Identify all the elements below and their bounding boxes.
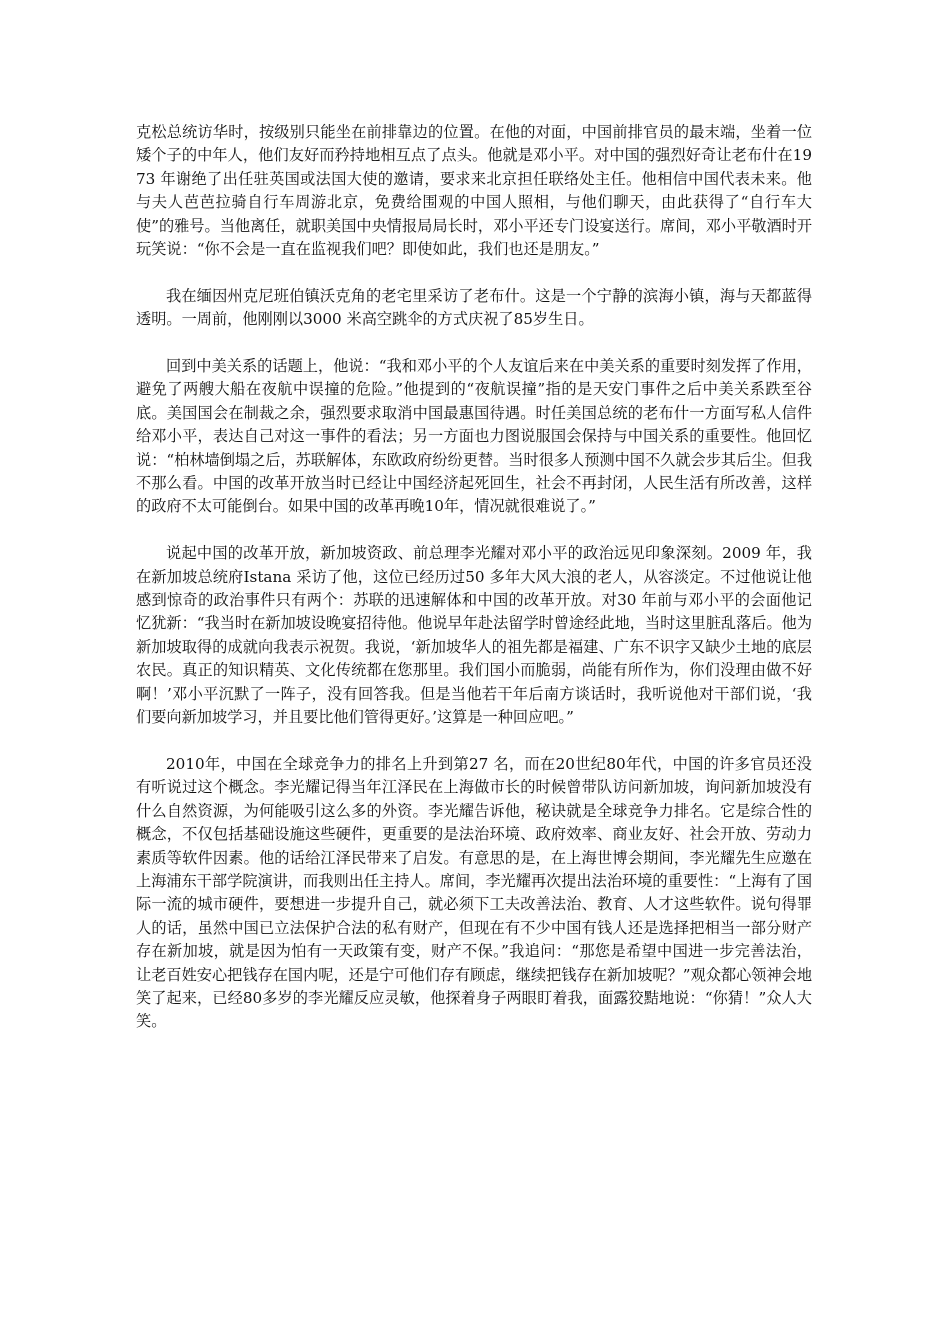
paragraph-5: 2010年，中国在全球竞争力的排名上升到第27 名，而在20世纪80年代，中国的许多官员还没有听说过这个概念。李光耀记得当年江泽民在上海做市长的时候曾带队访问新加坡，询问新加坡没有什么自然资源，为何能吸引这么多的外资。李光耀告诉他，秘诀就是全球竞争力排名。它是综合性的概念，不仅包括基础设施这些硬件，更重要的是法治环境、政府效率、商业友好、社会开放、劳动力素质等软件因素。他的话给江泽民带来了启发。有意思的是，在上海世博会期间，李光耀先生应邀在上海浦东干部学院演讲，而我则出任主持人。席间，李光耀再次提出法治环境的重要性：“上海有了国际一流的城市硬件，要想进一步提升自己，就必须下工夫改善法治、教育、人才这些软件。说句得罪人的话，虽然中国已立法保护合法的私有财产，但现在有不少中国有钱人还是选择把相当一部分财产存在新加坡，就是因为怕有一天政策有变，财产不保。”我追问：“那您是希望中国进一步完善法治，让老百姓安心把钱存在国内呢，还是宁可他们存有顾虑，继续把钱存在新加坡呢？”观众都心领神会地笑了起来，已经80多岁的李光耀反应灵敏，他探着身子两眼盯着我，面露狡黠地说：“你猜！”众人大笑。: [136, 754, 813, 1031]
article-body: [136, 121, 812, 1034]
paragraph-2: 我在缅因州克尼班伯镇沃克角的老宅里采访了老布什。这是一个宁静的滨海小镇，海与天都蓝得透明。一周前，他刚刚以3000 米高空跳伞的方式庆祝了85岁生日。: [136, 286, 812, 329]
paragraph-1: 克松总统访华时，按级别只能坐在前排靠边的位置。在他的对面，中国前排官员的最末端，坐着一位矮个子的中年人，他们友好而矜持地相互点了点头。他就是邓小平。对中国的强烈好奇让老布什在1973 年谢绝了出任驻英国或法国大使的邀请，要求来北京担任联络处主任。他相信中国代表未来。他与夫人芭芭拉骑自行车周游北京，免费给围观的中国人照相，与他们聊天，由此获得了“自行车大使”的雅号。当他离任，就职美国中央情报局局长时，邓小平还专门设宴送行。席间，邓小平敬酒时开玩笑说：“你不会是一直在监视我们吧？即使如此，我们也还是朋友。”: [136, 123, 813, 259]
paragraph-4: 说起中国的改革开放，新加坡资政、前总理李光耀对邓小平的政治远见印象深刻。2009 年，我在新加坡总统府Istana 采访了他，这位已经历过50 多年大风大浪的老人，从容淡定。不过他说让他感到惊奇的政治事件只有两个：苏联的迅速解体和中国的改革开放。对30 年前与邓小平的会面他记忆犹新：“我当时在新加坡设晚宴招待他。他说早年赴法留学时曾途经此地，当时这里脏乱落后。他为新加坡取得的成就向我表示祝贺。我说，‘新加坡华人的祖先都是福建、广东不识字又缺少土地的底层农民。真正的知识精英、文化传统都在您那里。我们国小而脆弱，尚能有所作为，你们没理由做不好啊！’邓小平沉默了一阵子，没有回答我。但是当他若干年后南方谈话时，我听说他对干部们说，‘我们要向新加坡学习，并且要比他们管得更好。’这算是一种回应吧。”: [136, 544, 813, 727]
paragraph-3: 回到中美关系的话题上，他说：“我和邓小平的个人友谊后来在中美关系的重要时刻发挥了作用，避免了两艘大船在夜航中误撞的危险。”他提到的“夜航误撞”指的是天安门事件之后中美关系跌至谷底。美国国会在制裁之余，强烈要求取消中国最惠国待遇。时任美国总统的老布什一方面写私人信件给邓小平，表达自己对这一事件的看法；另一方面也力图说服国会保持与中国关系的重要性。他回忆说：“柏林墙倒塌之后，苏联解体，东欧政府纷纷更替。当时很多人预测中国不久就会步其后尘。但我不那么看。中国的改革开放当时已经让中国经济起死回生，社会不再封闭，人民生活有所改善，这样的政府不太可能倒台。如果中国的改革再晚10年，情况就很难说了。”: [136, 357, 813, 516]
